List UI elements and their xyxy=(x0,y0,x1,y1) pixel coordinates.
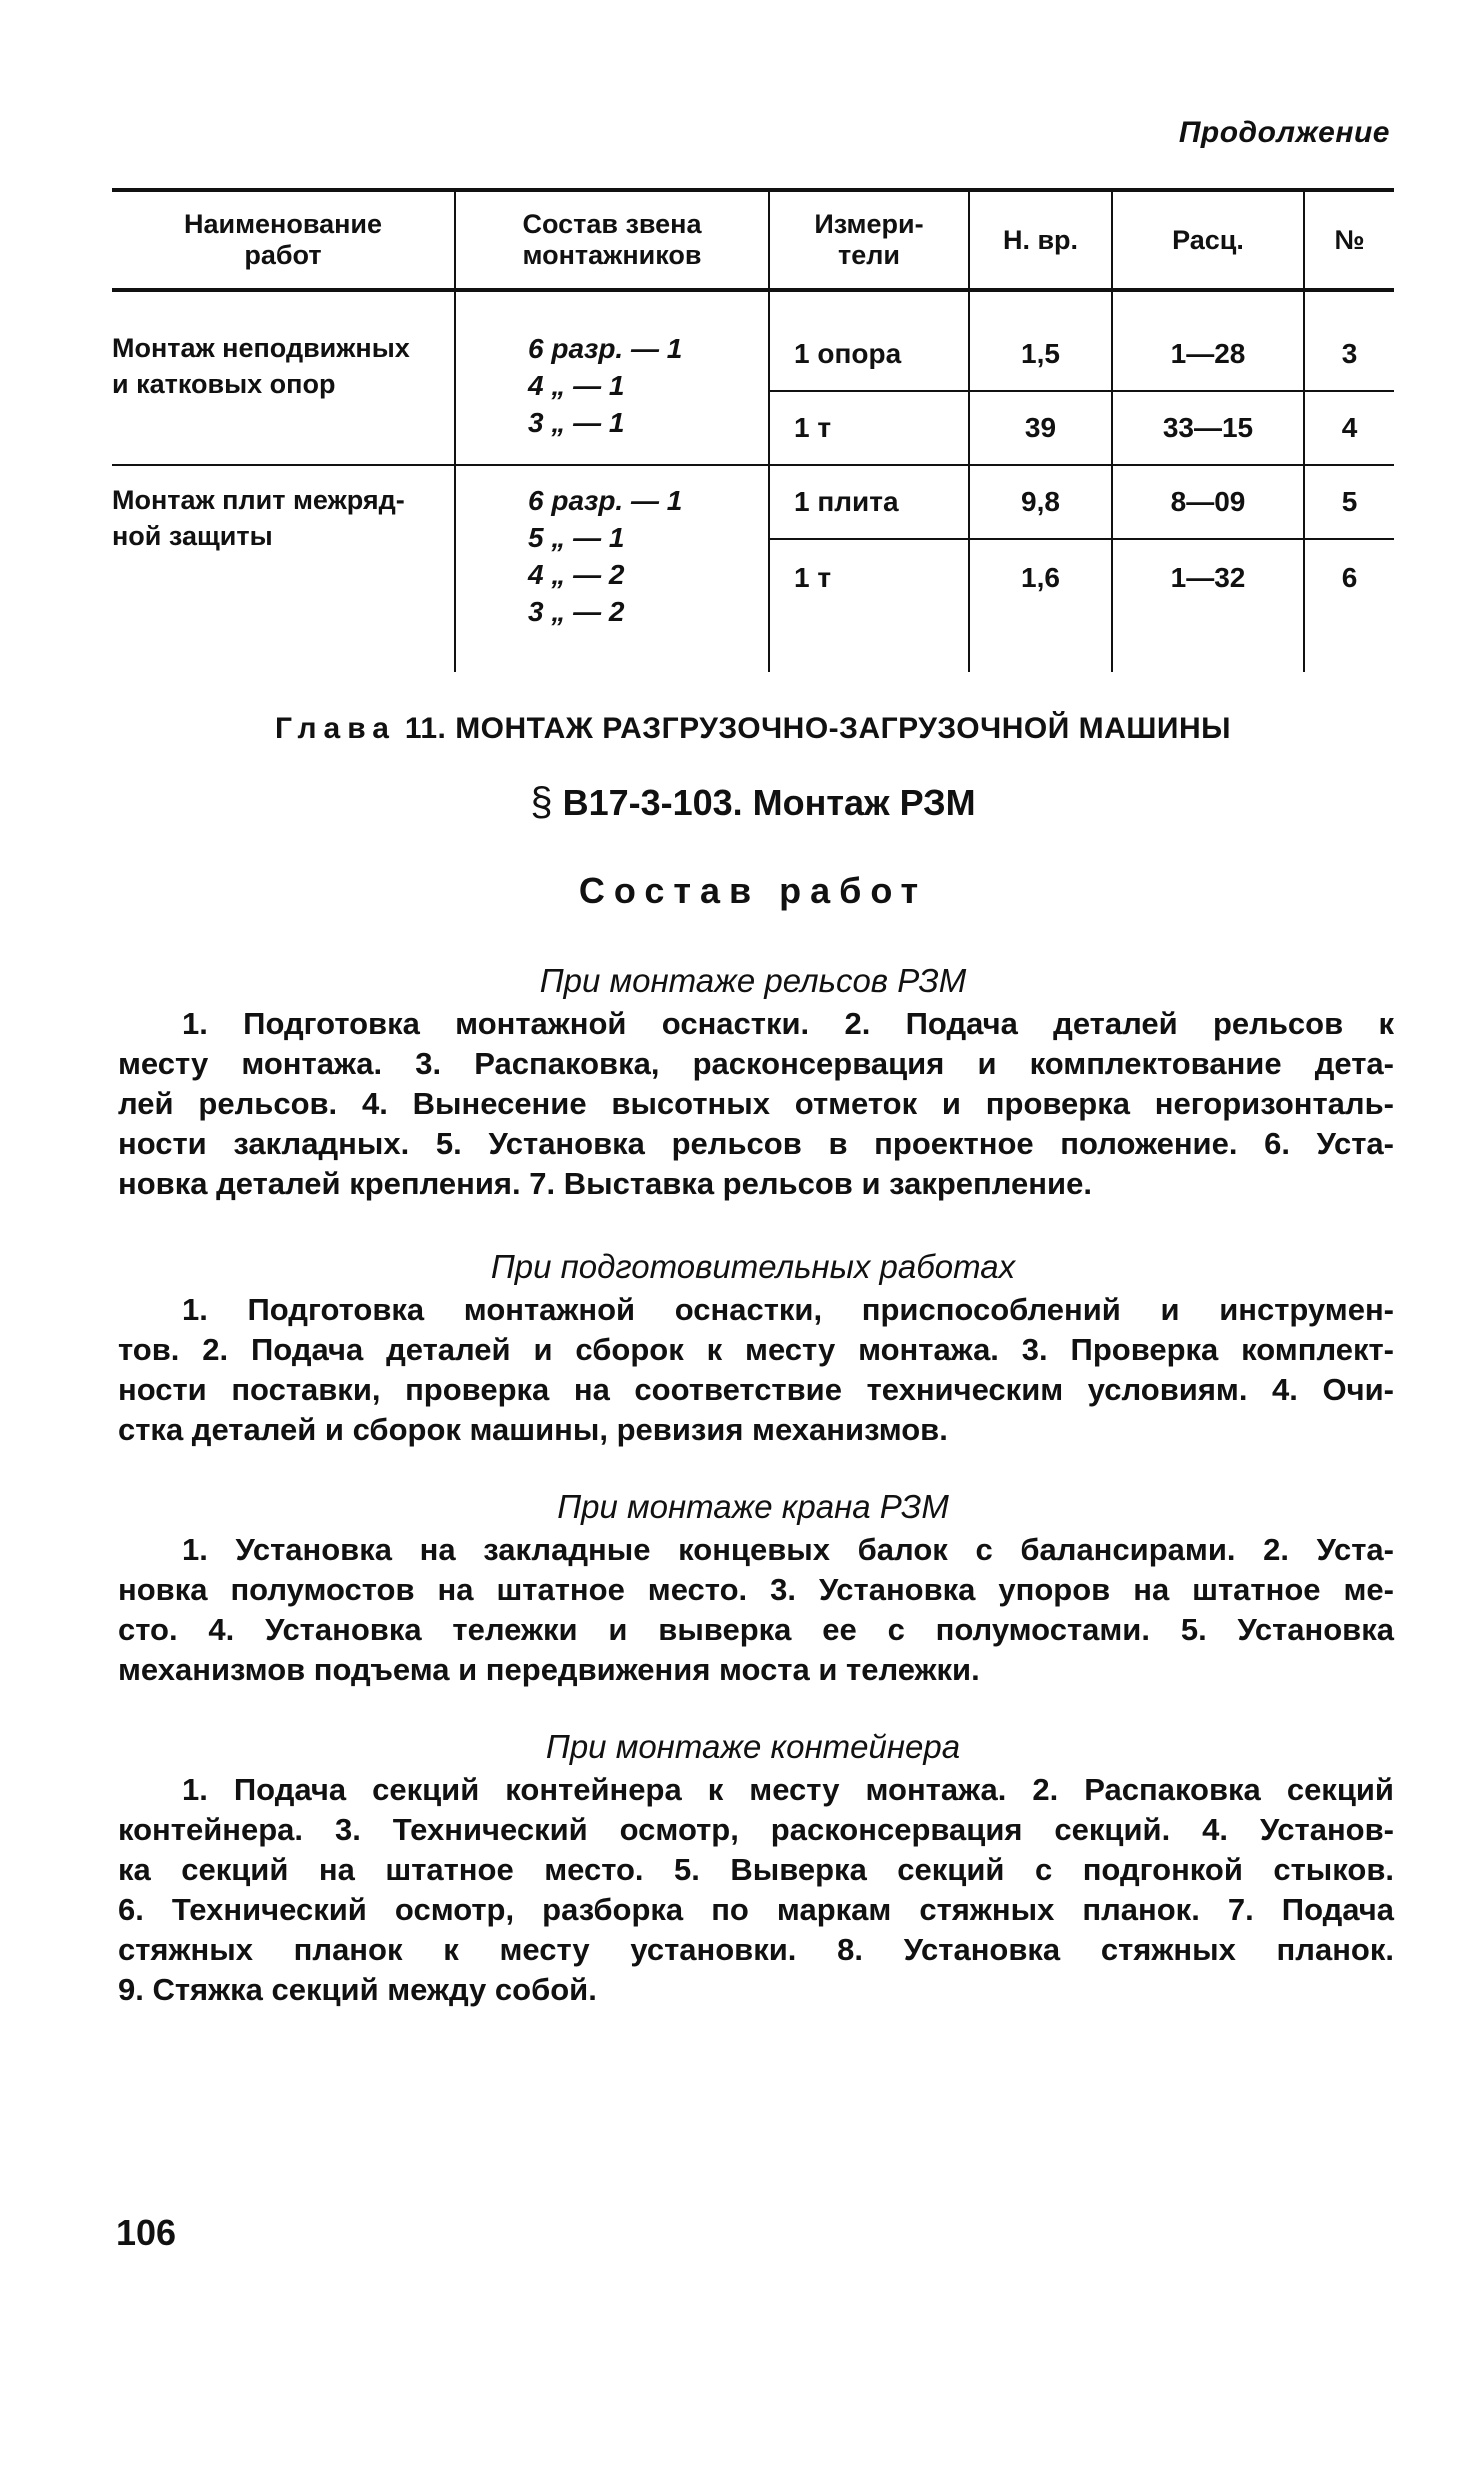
header-number: № xyxy=(1304,190,1394,290)
norms-table xyxy=(112,188,1394,672)
header-meter: Измери- тели xyxy=(769,190,969,290)
time-norm-cell: 1,5 xyxy=(969,290,1112,391)
paragraph-line: стка деталей и сборок машины, ревизия механизмов. xyxy=(118,1412,948,1447)
block-paragraph xyxy=(118,1530,1394,1690)
paragraph-line: сто. 4. Установка тележки и выверка ее с полумостами. 5. Установка xyxy=(118,1612,1394,1647)
table-header-row xyxy=(112,190,1394,290)
paragraph-line: 1. Подготовка монтажной оснастки, приспособлений и инструмен- xyxy=(182,1292,1394,1327)
work-name-cell: Монтаж плит межряд- ной защиты xyxy=(112,465,455,672)
meter-cell: 1 т xyxy=(769,539,969,672)
chapter-heading xyxy=(112,712,1394,746)
price-cell: 1—28 xyxy=(1112,290,1304,391)
table-row xyxy=(112,290,1394,391)
section-sign: § xyxy=(530,780,553,824)
header-time-norm: Н. вр. xyxy=(969,190,1112,290)
meter-cell: 1 опора xyxy=(769,290,969,391)
paragraph-line: новка полумостов на штатное место. 3. Установка упоров на штатное ме- xyxy=(118,1572,1394,1607)
section-title: В17-3-103. Монтаж РЗМ xyxy=(562,782,976,823)
paragraph-line: ности закладных. 5. Установка рельсов в проектное положение. 6. Уста- xyxy=(118,1126,1394,1161)
paragraph-line: ка секций на штатное место. 5. Выверка секций с подгонкой стыков. xyxy=(118,1852,1394,1887)
section-heading xyxy=(112,780,1394,825)
paragraph-line: новка деталей крепления. 7. Выставка рельсов и закрепление. xyxy=(118,1166,1092,1201)
time-norm-cell: 9,8 xyxy=(969,465,1112,539)
paragraph-line: лей рельсов. 4. Вынесение высотных отметок и проверка негоризонталь- xyxy=(118,1086,1394,1121)
composition-title: Состав работ xyxy=(578,870,928,911)
chapter-title: 11. МОНТАЖ РАЗГРУЗОЧНО-ЗАГРУЗОЧНОЙ МАШИНЫ xyxy=(404,712,1232,745)
price-cell: 8—09 xyxy=(1112,465,1304,539)
chapter-prefix: Глава xyxy=(274,712,396,745)
page-number: 106 xyxy=(116,2212,177,2253)
meter-cell: 1 плита xyxy=(769,465,969,539)
number-cell: 3 xyxy=(1304,290,1394,391)
table-row xyxy=(112,465,1394,539)
block-subtitle: При монтаже контейнера xyxy=(545,1728,961,1765)
header-work-name: Наименование работ xyxy=(112,190,455,290)
header-price: Расц. xyxy=(1112,190,1304,290)
block-subtitle: При подготовительных работах xyxy=(490,1248,1016,1285)
time-norm-cell: 39 xyxy=(969,391,1112,465)
number-cell: 5 xyxy=(1304,465,1394,539)
number-cell: 4 xyxy=(1304,391,1394,465)
price-cell: 33—15 xyxy=(1112,391,1304,465)
meter-cell: 1 т xyxy=(769,391,969,465)
crew-cell: 6 разр. — 1 5 „ — 1 4 „ — 2 3 „ — 2 xyxy=(455,465,769,672)
block-paragraph xyxy=(118,1004,1394,1204)
time-norm-cell: 1,6 xyxy=(969,539,1112,672)
paragraph-line: 9. Стяжка секций между собой. xyxy=(118,1972,597,2007)
paragraph-line: тов. 2. Подача деталей и сборок к месту монтажа. 3. Проверка комплект- xyxy=(118,1332,1394,1367)
block-subtitle: При монтаже крана РЗМ xyxy=(557,1488,949,1525)
header-crew: Состав звена монтажников xyxy=(455,190,769,290)
paragraph-line: 1. Подача секций контейнера к месту монтажа. 2. Распаковка секций xyxy=(182,1772,1394,1807)
work-name-cell: Монтаж неподвижных и катковых опор xyxy=(112,333,410,399)
paragraph-line: ности поставки, проверка на соответствие техническим условиям. 4. Очи- xyxy=(118,1372,1394,1407)
paragraph-line: месту монтажа. 3. Распаковка, расконсервация и комплектование дета- xyxy=(118,1046,1394,1081)
paragraph-line: 6. Технический осмотр, разборка по маркам стяжных планок. 7. Подача xyxy=(118,1892,1394,1927)
block-paragraph xyxy=(118,1290,1394,1450)
paragraph-line: механизмов подъема и передвижения моста и тележки. xyxy=(118,1652,980,1687)
continuation-label: Продолжение xyxy=(1178,116,1390,149)
paragraph-line: 1. Подготовка монтажной оснастки. 2. Подача деталей рельсов к xyxy=(182,1006,1394,1041)
paragraph-line: контейнера. 3. Технический осмотр, расконсервация секций. 4. Установ- xyxy=(118,1812,1394,1847)
number-cell: 6 xyxy=(1304,539,1394,672)
block-subtitle: При монтаже рельсов РЗМ xyxy=(539,962,967,999)
price-cell: 1—32 xyxy=(1112,539,1304,672)
block-paragraph xyxy=(118,1770,1394,2010)
crew-cell: 6 разр. — 1 4 „ — 1 3 „ — 1 xyxy=(455,290,769,465)
paragraph-line: 1. Установка на закладные концевых балок с балансирами. 2. Уста- xyxy=(182,1532,1394,1567)
paragraph-line: стяжных планок к месту установки. 8. Установка стяжных планок. xyxy=(118,1932,1394,1967)
